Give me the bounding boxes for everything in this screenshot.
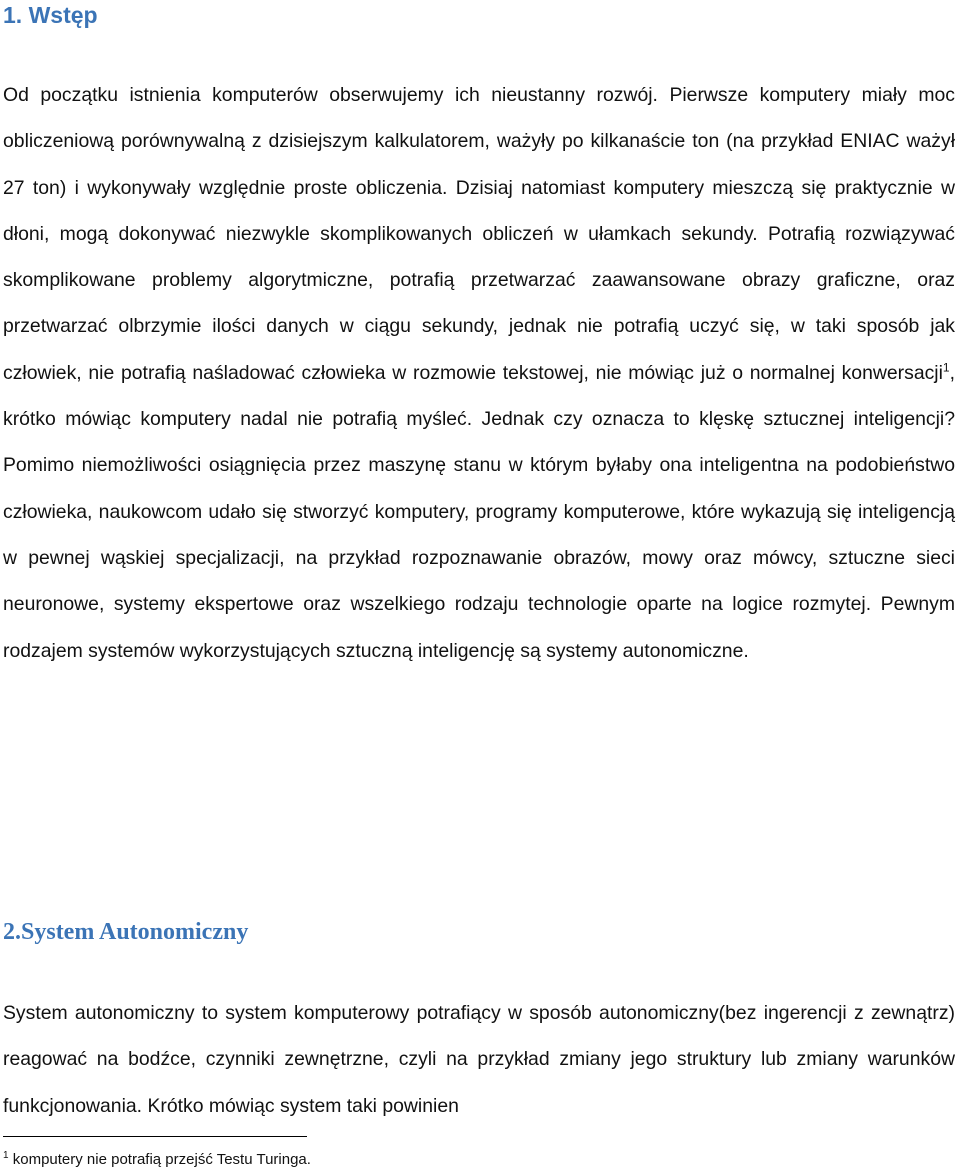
section-2-paragraph: System autonomiczny to system komputerowy potrafiący w sposób autonomiczny(bez ingerencji z zewnątrz) reagować na bodźce, czynniki zewnętrzne, czyli na przykład zmiany jego struktury lub zmiany warunków funkcjonowania. Krótko mówiąc system taki powinien	[3, 1002, 955, 1117]
footnote-separator	[3, 1136, 307, 1137]
section-1-heading: 1. Wstęp	[3, 2, 98, 28]
footnote	[3, 1151, 311, 1168]
section-2-heading: 2.System Autonomiczny	[3, 919, 249, 945]
paragraph-text-part-2: , krótko mówiąc komputery nadal nie potrafią myśleć. Jednak czy oznacza to klęskę sztucznej inteligencji? Pomimo niemożliwości osiągnięcia przez maszynę stanu w którym byłaby ona inteligentna na podobieństwo człowieka, naukowcom udało się stworzyć komputery, programy komputerowe, które wykazują się inteligencją w pewnej wąskiej specjalizacji, na przykład rozpoznawanie obrazów, mowy oraz mówcy, sztuczne sieci neuronowe, systemy ekspertowe oraz wszelkiego rodzaju technologie oparte na logice rozmytej. Pewnym rodzajem systemów wykorzystujących sztuczną inteligencję są systemy autonomiczne.	[3, 361, 955, 662]
footnote-reference: 1	[942, 360, 950, 375]
footnote-number: 1	[3, 1150, 9, 1161]
footnote-text: komputery nie potrafią przejść Testu Turinga.	[8, 1151, 311, 1168]
section-1-paragraph	[3, 72, 955, 674]
paragraph-text-part-1: Od początku istnienia komputerów obserwujemy ich nieustanny rozwój. Pierwsze komputery miały moc obliczeniową porównywalną z dzisiejszym kalkulatorem, ważyły po kilkanaście ton (na przykład ENIAC ważył 27 ton) i wykonywały względnie proste obliczenia. Dzisiaj natomiast komputery mieszczą się praktycznie w dłoni, mogą dokonywać niezwykle skomplikowanych obliczeń w ułamkach sekundy. Potrafią rozwiązywać skomplikowane problemy algorytmiczne, potrafią przetwarzać zaawansowane obrazy graficzne, oraz przetwarzać olbrzymie ilości danych w ciągu sekundy, jednak nie potrafią uczyć się, w taki sposób jak człowiek, nie potrafią naśladować człowieka w rozmowie tekstowej, nie mówiąc już o normalnej konwersacji	[3, 84, 955, 384]
